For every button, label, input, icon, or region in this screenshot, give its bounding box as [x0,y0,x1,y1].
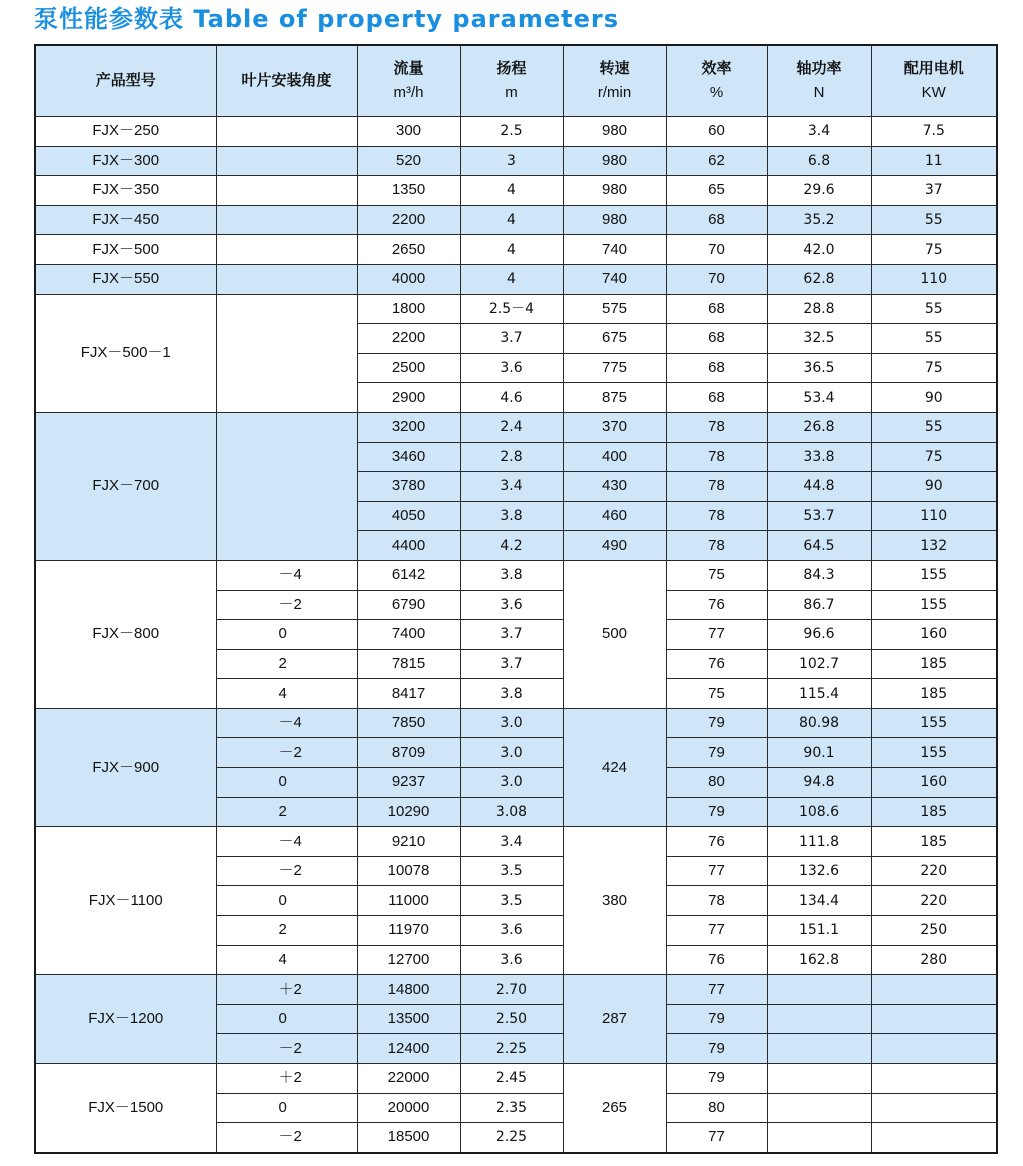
motor-cell: 110 [871,501,997,531]
header-shaft-power [767,45,871,117]
flow-cell: 2500 [357,353,460,383]
head-cell: 3.6 [460,945,563,975]
speed-cell: 370 [563,412,666,442]
motor-cell: 132 [871,531,997,561]
head-cell: 3.4 [460,827,563,857]
blade-angle-cell: －2 [216,590,357,620]
motor-cell [871,1004,997,1034]
speed-cell: 980 [563,117,666,147]
motor-cell [871,975,997,1005]
speed-cell: 265 [563,1064,666,1153]
speed-cell: 380 [563,827,666,975]
flow-cell: 20000 [357,1093,460,1123]
header-motor-unit: KW [921,84,946,101]
header-shaft-power-unit: N [813,84,825,101]
motor-cell: 75 [871,235,997,265]
motor-cell: 185 [871,649,997,679]
efficiency-cell: 78 [666,472,767,502]
head-cell: 2.8 [460,442,563,472]
flow-cell: 2200 [357,205,460,235]
blade-angle-cell: 0 [216,768,357,798]
head-cell: 3.8 [460,560,563,590]
shaft-power-cell: 102.7 [767,649,871,679]
motor-cell: 185 [871,679,997,709]
efficiency-cell: 80 [666,768,767,798]
shaft-power-cell: 29.6 [767,176,871,206]
efficiency-cell: 68 [666,383,767,413]
shaft-power-cell: 108.6 [767,797,871,827]
flow-cell: 7815 [357,649,460,679]
efficiency-cell: 70 [666,264,767,294]
flow-cell: 10078 [357,856,460,886]
head-cell: 3.7 [460,649,563,679]
table-row [35,975,997,1005]
speed-cell: 430 [563,472,666,502]
header-speed [563,45,666,117]
header-flow-unit: m³/h [393,84,424,101]
speed-cell: 500 [563,560,666,708]
model-cell: FJX－450 [35,205,216,235]
shaft-power-cell: 111.8 [767,827,871,857]
blade-angle-cell: 2 [216,797,357,827]
efficiency-cell: 68 [666,294,767,324]
efficiency-cell: 80 [666,1093,767,1123]
efficiency-cell: 79 [666,797,767,827]
motor-cell: 185 [871,797,997,827]
shaft-power-cell: 90.1 [767,738,871,768]
speed-cell: 400 [563,442,666,472]
shaft-power-cell: 42.0 [767,235,871,265]
blade-angle-cell [216,294,357,412]
blade-angle-cell: 4 [216,945,357,975]
page-title: 泵性能参数表 Table of property parameters [34,5,619,33]
motor-cell: 55 [871,205,997,235]
flow-cell: 9237 [357,768,460,798]
blade-angle-cell [216,235,357,265]
flow-cell: 1350 [357,176,460,206]
blade-angle-cell: －2 [216,1034,357,1064]
shaft-power-cell: 33.8 [767,442,871,472]
model-cell: FJX－550 [35,264,216,294]
efficiency-cell: 76 [666,827,767,857]
header-model-label: 产品型号 [95,72,156,89]
blade-angle-cell [216,117,357,147]
shaft-power-cell: 162.8 [767,945,871,975]
efficiency-cell: 76 [666,945,767,975]
header-head-unit: m [505,84,518,101]
table-row [35,235,997,265]
flow-cell: 13500 [357,1004,460,1034]
speed-cell: 575 [563,294,666,324]
flow-cell: 14800 [357,975,460,1005]
head-cell: 3 [460,146,563,176]
head-cell: 3.0 [460,768,563,798]
blade-angle-cell: －4 [216,827,357,857]
model-cell: FJX－300 [35,146,216,176]
header-head [460,45,563,117]
head-cell: 3.8 [460,679,563,709]
model-cell: FJX－900 [35,708,216,826]
head-cell: 3.7 [460,620,563,650]
efficiency-cell: 70 [666,235,767,265]
flow-cell: 1800 [357,294,460,324]
blade-angle-cell: －2 [216,1123,357,1153]
efficiency-cell: 68 [666,353,767,383]
shaft-power-cell: 6.8 [767,146,871,176]
efficiency-cell: 78 [666,531,767,561]
header-angle-label: 叶片安装角度 [241,72,332,89]
motor-cell [871,1093,997,1123]
head-cell: 4 [460,176,563,206]
head-cell: 2.5 [460,117,563,147]
motor-cell: 280 [871,945,997,975]
efficiency-cell: 68 [666,205,767,235]
efficiency-cell: 78 [666,501,767,531]
header-head-label: 扬程 [496,60,527,77]
speed-cell: 460 [563,501,666,531]
speed-cell: 775 [563,353,666,383]
efficiency-cell: 75 [666,560,767,590]
shaft-power-cell: 80.98 [767,708,871,738]
head-cell: 3.6 [460,353,563,383]
motor-cell: 37 [871,176,997,206]
header-flow-label: 流量 [393,60,424,77]
flow-cell: 2650 [357,235,460,265]
motor-cell: 155 [871,590,997,620]
blade-angle-cell [216,205,357,235]
header-motor [871,45,997,117]
head-cell: 2.25 [460,1123,563,1153]
table-body [35,117,997,1153]
head-cell: 3.5 [460,856,563,886]
shaft-power-cell: 115.4 [767,679,871,709]
header-flow [357,45,460,117]
head-cell: 2.4 [460,412,563,442]
property-parameters-table [34,44,998,1154]
table-row [35,827,997,857]
shaft-power-cell: 44.8 [767,472,871,502]
flow-cell: 22000 [357,1064,460,1094]
flow-cell: 2200 [357,324,460,354]
motor-cell [871,1123,997,1153]
flow-cell: 4050 [357,501,460,531]
speed-cell: 424 [563,708,666,826]
efficiency-cell: 79 [666,1034,767,1064]
blade-angle-cell [216,146,357,176]
table-row [35,708,997,738]
head-cell: 3.08 [460,797,563,827]
flow-cell: 3460 [357,442,460,472]
efficiency-cell: 76 [666,649,767,679]
table-row [35,560,997,590]
head-cell: 3.7 [460,324,563,354]
motor-cell: 160 [871,768,997,798]
flow-cell: 18500 [357,1123,460,1153]
table-row [35,264,997,294]
speed-cell: 740 [563,264,666,294]
efficiency-cell: 77 [666,620,767,650]
motor-cell: 90 [871,383,997,413]
head-cell: 3.4 [460,472,563,502]
blade-angle-cell: －4 [216,708,357,738]
table-row [35,205,997,235]
motor-cell: 250 [871,916,997,946]
speed-cell: 875 [563,383,666,413]
head-cell: 2.25 [460,1034,563,1064]
head-cell: 4.2 [460,531,563,561]
head-cell: 2.50 [460,1004,563,1034]
efficiency-cell: 77 [666,975,767,1005]
shaft-power-cell: 151.1 [767,916,871,946]
blade-angle-cell: 0 [216,1093,357,1123]
flow-cell: 3200 [357,412,460,442]
motor-cell: 155 [871,560,997,590]
shaft-power-cell [767,1123,871,1153]
efficiency-cell: 78 [666,886,767,916]
flow-cell: 8417 [357,679,460,709]
blade-angle-cell: 2 [216,916,357,946]
table-row [35,146,997,176]
motor-cell: 110 [871,264,997,294]
blade-angle-cell: －4 [216,560,357,590]
blade-angle-cell: 0 [216,886,357,916]
shaft-power-cell: 26.8 [767,412,871,442]
shaft-power-cell: 86.7 [767,590,871,620]
efficiency-cell: 79 [666,1004,767,1034]
flow-cell: 520 [357,146,460,176]
shaft-power-cell: 35.2 [767,205,871,235]
blade-angle-cell: 4 [216,679,357,709]
motor-cell: 155 [871,738,997,768]
blade-angle-cell: －2 [216,856,357,886]
shaft-power-cell: 28.8 [767,294,871,324]
motor-cell: 11 [871,146,997,176]
flow-cell: 300 [357,117,460,147]
blade-angle-cell [216,176,357,206]
blade-angle-cell [216,264,357,294]
motor-cell: 155 [871,708,997,738]
motor-cell: 55 [871,324,997,354]
speed-cell: 980 [563,205,666,235]
head-cell: 3.0 [460,738,563,768]
shaft-power-cell: 53.7 [767,501,871,531]
model-cell: FJX－1100 [35,827,216,975]
blade-angle-cell: ＋2 [216,975,357,1005]
head-cell: 3.6 [460,916,563,946]
table-row [35,294,997,324]
header-speed-unit: r/min [597,84,632,101]
motor-cell [871,1064,997,1094]
head-cell: 4 [460,264,563,294]
flow-cell: 12700 [357,945,460,975]
efficiency-cell: 65 [666,176,767,206]
head-cell: 4 [460,205,563,235]
head-cell: 3.5 [460,886,563,916]
shaft-power-cell [767,1064,871,1094]
header-shaft-power-label: 轴功率 [796,60,842,77]
efficiency-cell: 68 [666,324,767,354]
shaft-power-cell: 134.4 [767,886,871,916]
shaft-power-cell: 32.5 [767,324,871,354]
speed-cell: 740 [563,235,666,265]
header-efficiency [666,45,767,117]
efficiency-cell: 79 [666,738,767,768]
shaft-power-cell: 64.5 [767,531,871,561]
blade-angle-cell: －2 [216,738,357,768]
flow-cell: 10290 [357,797,460,827]
shaft-power-cell: 3.4 [767,117,871,147]
efficiency-cell: 75 [666,679,767,709]
motor-cell: 75 [871,442,997,472]
motor-cell: 90 [871,472,997,502]
flow-cell: 7400 [357,620,460,650]
header-efficiency-unit: % [709,84,724,101]
efficiency-cell: 78 [666,412,767,442]
efficiency-cell: 79 [666,1064,767,1094]
efficiency-cell: 79 [666,708,767,738]
flow-cell: 3780 [357,472,460,502]
model-cell: FJX－500－1 [35,294,216,412]
shaft-power-cell: 96.6 [767,620,871,650]
header-speed-label: 转速 [599,60,630,77]
flow-cell: 11000 [357,886,460,916]
model-cell: FJX－500 [35,235,216,265]
table-row [35,176,997,206]
head-cell: 3.6 [460,590,563,620]
head-cell: 2.35 [460,1093,563,1123]
efficiency-cell: 77 [666,1123,767,1153]
motor-cell [871,1034,997,1064]
motor-cell: 55 [871,412,997,442]
blade-angle-cell: 0 [216,620,357,650]
shaft-power-cell [767,1093,871,1123]
head-cell: 4.6 [460,383,563,413]
efficiency-cell: 76 [666,590,767,620]
speed-cell: 980 [563,146,666,176]
blade-angle-cell: ＋2 [216,1064,357,1094]
header-motor-label: 配用电机 [903,60,964,77]
model-cell: FJX－1200 [35,975,216,1064]
header-efficiency-label: 效率 [701,60,732,77]
shaft-power-cell [767,975,871,1005]
motor-cell: 220 [871,856,997,886]
motor-cell: 185 [871,827,997,857]
speed-cell: 287 [563,975,666,1064]
shaft-power-cell: 62.8 [767,264,871,294]
blade-angle-cell: 0 [216,1004,357,1034]
model-cell: FJX－800 [35,560,216,708]
model-cell: FJX－1500 [35,1064,216,1153]
table-row [35,412,997,442]
flow-cell: 11970 [357,916,460,946]
model-cell: FJX－350 [35,176,216,206]
efficiency-cell: 78 [666,442,767,472]
motor-cell: 160 [871,620,997,650]
shaft-power-cell: 53.4 [767,383,871,413]
motor-cell: 220 [871,886,997,916]
table-row [35,117,997,147]
speed-cell: 490 [563,531,666,561]
model-cell: FJX－250 [35,117,216,147]
head-cell: 4 [460,235,563,265]
blade-angle-cell: 2 [216,649,357,679]
head-cell: 2.70 [460,975,563,1005]
flow-cell: 12400 [357,1034,460,1064]
flow-cell: 4000 [357,264,460,294]
flow-cell: 4400 [357,531,460,561]
head-cell: 2.45 [460,1064,563,1094]
flow-cell: 2900 [357,383,460,413]
efficiency-cell: 77 [666,856,767,886]
speed-cell: 675 [563,324,666,354]
shaft-power-cell: 132.6 [767,856,871,886]
efficiency-cell: 60 [666,117,767,147]
efficiency-cell: 77 [666,916,767,946]
motor-cell: 7.5 [871,117,997,147]
shaft-power-cell [767,1004,871,1034]
flow-cell: 6142 [357,560,460,590]
model-cell: FJX－700 [35,412,216,560]
shaft-power-cell: 94.8 [767,768,871,798]
shaft-power-cell: 36.5 [767,353,871,383]
blade-angle-cell [216,412,357,560]
motor-cell: 55 [871,294,997,324]
header-blade-angle [216,45,357,117]
shaft-power-cell: 84.3 [767,560,871,590]
flow-cell: 9210 [357,827,460,857]
flow-cell: 8709 [357,738,460,768]
head-cell: 3.0 [460,708,563,738]
table-header-row [35,45,997,117]
efficiency-cell: 62 [666,146,767,176]
shaft-power-cell [767,1034,871,1064]
flow-cell: 6790 [357,590,460,620]
header-model [35,45,216,117]
head-cell: 3.8 [460,501,563,531]
motor-cell: 75 [871,353,997,383]
table-row [35,1064,997,1094]
speed-cell: 980 [563,176,666,206]
head-cell: 2.5－4 [460,294,563,324]
flow-cell: 7850 [357,708,460,738]
